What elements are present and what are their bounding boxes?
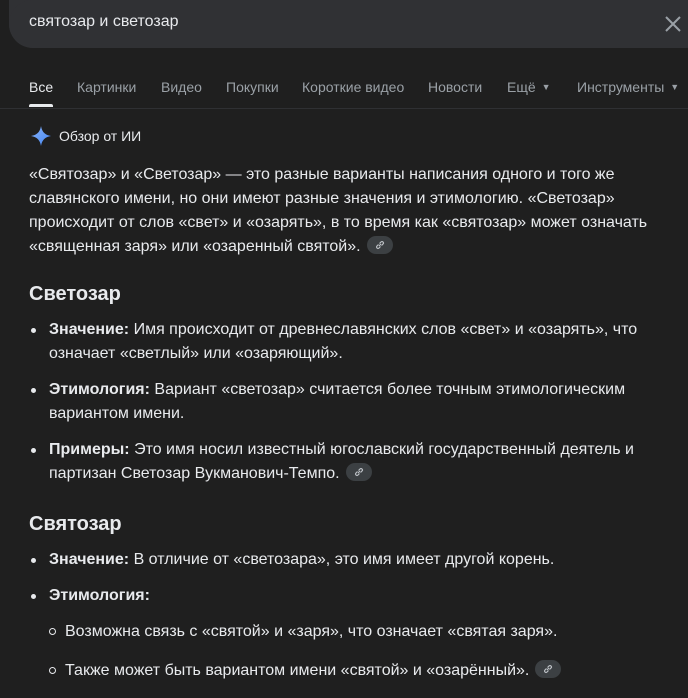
sublist-item xyxy=(49,659,669,683)
source-link-chip[interactable] xyxy=(346,463,372,481)
section-heading-svyatozar: Святозар xyxy=(29,513,122,535)
search-bar[interactable] xyxy=(9,0,688,48)
item-text: Вариант «светозар» считается более точным этимологическим вариантом имени. xyxy=(49,381,626,422)
list-item xyxy=(29,318,669,366)
list-item xyxy=(29,548,669,572)
source-link-chip[interactable] xyxy=(535,660,561,678)
tab-tools[interactable] xyxy=(577,79,679,95)
item-label: Значение: xyxy=(49,551,130,568)
link-icon xyxy=(543,664,553,674)
tab-videos[interactable]: Видео xyxy=(161,79,202,95)
source-link-chip[interactable] xyxy=(367,236,393,254)
intro-text: «Святозар» и «Светозар» — это разные варианты написания одного и того же славянского имени, но они имеют разные значения и этимологию. «Светозар» происходит от слов «свет» и «озарять», в то время как «святозар» может означать «священная заря» или «озаренный святой». xyxy=(29,166,648,255)
link-icon xyxy=(354,467,364,477)
item-label: Этимология: xyxy=(49,381,150,398)
item-label: Значение: xyxy=(49,321,130,338)
list-item xyxy=(29,584,669,683)
chevron-down-icon: ▼ xyxy=(670,82,680,92)
close-icon[interactable] xyxy=(663,14,683,34)
sublist-item xyxy=(49,620,669,644)
subitem-text: Возможна связь с «святой» и «заря», что означает «святая заря». xyxy=(65,623,558,640)
tab-news[interactable]: Новости xyxy=(428,79,483,95)
item-text: В отличие от «светозара», это имя имеет другой корень. xyxy=(133,551,555,568)
svetozar-list xyxy=(29,318,669,486)
subitem-text: Также может быть вариантом имени «святой» и «озарённый». xyxy=(65,662,530,679)
tab-more[interactable] xyxy=(507,79,551,95)
intro-paragraph xyxy=(29,163,669,259)
etymology-sublist xyxy=(49,620,669,683)
tab-all[interactable]: Все xyxy=(29,79,54,95)
tab-more-label: Ещё xyxy=(507,79,536,95)
item-text: Это имя носил известный югославский государственный деятель и партизан Светозар Вукманович-Темпо. xyxy=(49,441,634,482)
list-item xyxy=(29,378,669,426)
tab-tools-label: Инструменты xyxy=(577,79,665,95)
search-input[interactable]: святозар и светозар xyxy=(29,13,179,30)
tab-short-videos[interactable]: Короткие видео xyxy=(302,79,405,95)
tab-shopping[interactable]: Покупки xyxy=(226,79,279,95)
search-tabs xyxy=(0,72,688,109)
list-item xyxy=(29,438,669,486)
sparkle-icon xyxy=(30,125,52,147)
ai-overview-title: Обзор от ИИ xyxy=(59,128,142,144)
ai-overview-content xyxy=(29,163,669,698)
tab-images[interactable]: Картинки xyxy=(77,79,137,95)
item-label: Этимология: xyxy=(49,587,150,604)
link-icon xyxy=(375,240,385,250)
chevron-down-icon: ▼ xyxy=(541,82,551,92)
active-tab-indicator xyxy=(29,104,53,107)
svyatozar-list xyxy=(29,548,669,683)
item-text: Имя происходит от древнеславянских слов «свет» и «озарять», что означает «светлый» или «озаряющий». xyxy=(49,321,638,362)
section-heading-svetozar: Светозар xyxy=(29,283,121,305)
item-label: Примеры: xyxy=(49,441,130,458)
